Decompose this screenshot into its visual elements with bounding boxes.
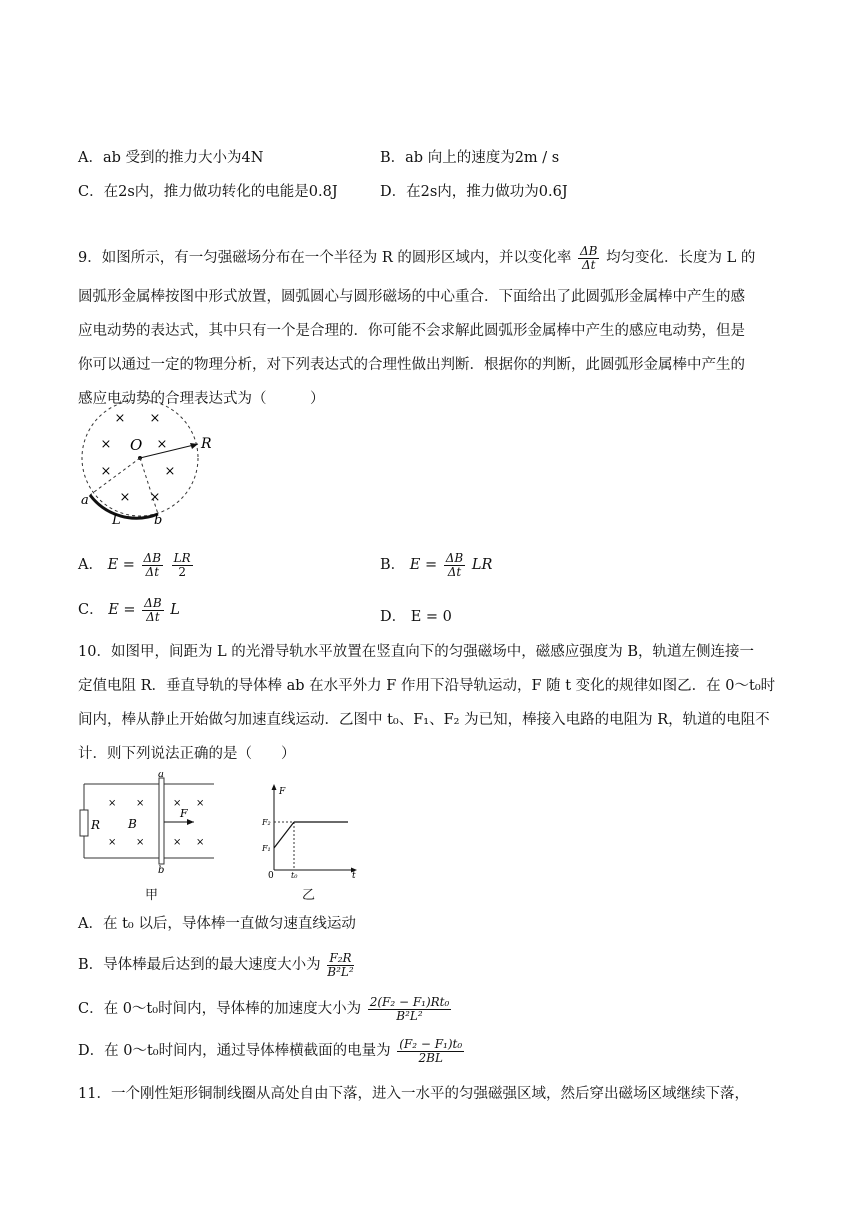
cross-mark: × xyxy=(149,411,161,426)
q10-line-4: 计．则下列说法正确的是（ ） xyxy=(78,746,296,762)
cross-mark: × xyxy=(136,837,145,848)
q10-yi-axis-f: F xyxy=(279,787,286,797)
cross-mark: × xyxy=(100,437,112,452)
q10-option-a: A．在 t₀ 以后，导体棒一直做匀速直线运动 xyxy=(78,916,356,932)
q9-option-b-frac xyxy=(444,552,465,578)
q10-option-b-text: B．导体棒最后达到的最大速度大小为 xyxy=(78,957,321,974)
q10-figure-jia xyxy=(78,772,218,882)
q11-line-1: 11．一个刚性矩形铜制线圈从高处自由下落，进入一水平的匀强磁强区域，然后穿出磁场区域继续下落， xyxy=(78,1086,749,1102)
q9-line-3: 应电动势的表达式，其中只有一个是合理的．你可能不会求解此圆弧形金属棒中产生的感应电动势，但是 xyxy=(78,323,745,339)
frac-num: ΔB xyxy=(445,551,464,565)
q9-rate-fraction xyxy=(578,245,599,271)
q10-option-b-frac xyxy=(327,952,353,978)
frac-den: 2 xyxy=(178,564,186,579)
q10-jia-label-b: b xyxy=(158,865,165,876)
q8-option-a: A．ab 受到的推力大小为4N xyxy=(78,150,264,166)
frac-num: ΔB xyxy=(143,551,162,565)
q10-line-3: 间内，棒从静止开始做匀加速直线运动．乙图中 t₀、F₁、F₂ 为已知，棒接入电路的电阻为 R，轨道的电阻不 xyxy=(78,712,770,728)
q10-yi-label-f1: F₁ xyxy=(262,844,271,853)
cross-mark: × xyxy=(164,464,176,479)
q10-option-b xyxy=(78,952,356,978)
q9-rate-num: ΔB xyxy=(579,244,598,258)
cross-mark: × xyxy=(149,490,161,505)
q10-caption-jia: 甲 xyxy=(145,888,159,903)
frac-den: Δt xyxy=(145,564,160,579)
frac-den: 2BL xyxy=(418,1050,443,1065)
frac-num: F₂R xyxy=(327,952,353,966)
q10-jia-label-f: F xyxy=(180,807,188,820)
q10-jia-label-r: R xyxy=(91,818,101,832)
q8-option-c: C．在2s内，推力做功转化的电能是0.8J xyxy=(78,184,338,200)
q9-rate-den: Δt xyxy=(581,257,596,272)
q10-jia-label-a: a xyxy=(158,772,164,780)
frac-num: ΔB xyxy=(144,596,162,610)
cross-mark: × xyxy=(119,490,131,505)
q9-option-d: D． E = 0 xyxy=(380,609,452,625)
frac-num: (F₂ − F₁)t₀ xyxy=(399,1037,463,1051)
q9-option-b-prefix: B． xyxy=(380,557,406,574)
q10-option-d xyxy=(78,1038,466,1064)
q9-option-a xyxy=(78,552,195,578)
q9-line-2: 圆弧形金属棒按图中形式放置，圆弧圆心与圆形磁场的中心重合．下面给出了此圆弧形金属棒中产生的感 xyxy=(78,289,745,305)
q9-label-l: L xyxy=(112,513,121,525)
cross-mark: × xyxy=(173,798,182,809)
q9-option-c xyxy=(78,597,180,623)
q9-option-c-tail: L xyxy=(170,602,180,619)
frac-num: 2(F₂ − F₁)Rt₀ xyxy=(369,995,450,1009)
q10-figure-yi xyxy=(258,782,358,878)
cross-mark: × xyxy=(173,837,182,848)
cross-mark: × xyxy=(196,837,205,848)
q9-option-a-frac1 xyxy=(142,552,163,578)
q9-figure-circle-field xyxy=(78,400,218,525)
q10-option-c-frac xyxy=(368,996,452,1022)
q9-option-a-prefix: A． xyxy=(78,557,103,574)
q9-label-r: R xyxy=(201,436,212,452)
q9-text-part2: 均匀变化．长度为 L 的 xyxy=(606,250,756,267)
cross-mark: × xyxy=(108,837,117,848)
cross-mark: × xyxy=(196,798,205,809)
frac-den: B²L² xyxy=(396,1008,423,1023)
q9-option-c-lhs: E = xyxy=(108,602,136,619)
q9-option-c-prefix: C． xyxy=(78,602,104,619)
q9-label-o: O xyxy=(130,436,143,454)
q9-line-1 xyxy=(78,245,755,271)
q9-option-b-lhs: E = xyxy=(409,557,438,574)
q10-option-c xyxy=(78,996,453,1022)
q8-option-d: D．在2s内，推力做功为0.6J xyxy=(380,184,568,200)
q9-option-c-frac xyxy=(142,597,163,623)
q10-yi-label-t0: t₀ xyxy=(291,871,298,878)
q9-option-b-tail: LR xyxy=(471,557,493,574)
q10-jia-label-b-field: B xyxy=(128,817,137,831)
q9-line-4: 你可以通过一定的物理分析，对下列表达式的合理性做出判断．根据你的判断，此圆弧形金属棒中产生的 xyxy=(78,357,745,373)
cross-mark: × xyxy=(156,437,168,452)
q9-label-a: a xyxy=(81,493,89,508)
q9-text-part1: 9．如图所示，有一匀强磁场分布在一个半径为 R 的圆形区域内，并以变化率 xyxy=(78,250,572,267)
q9-label-b: b xyxy=(154,513,163,525)
q10-yi-label-f2: F₂ xyxy=(262,818,271,827)
q9-option-b xyxy=(380,552,492,578)
q10-option-c-text: C．在 0～t₀时间内，导体棒的加速度大小为 xyxy=(78,1001,362,1018)
cross-mark: × xyxy=(100,464,112,479)
q9-option-a-frac2 xyxy=(172,552,193,578)
q9-line-5: 感应电动势的合理表达式为（ ） xyxy=(78,391,325,407)
cross-mark: × xyxy=(108,798,117,809)
q8-option-b: B．ab 向上的速度为2m / s xyxy=(380,150,560,166)
q10-option-d-text: D．在 0～t₀时间内，通过导体棒横截面的电量为 xyxy=(78,1043,391,1060)
frac-den: Δt xyxy=(146,609,160,624)
q10-caption-yi: 乙 xyxy=(302,888,316,903)
q10-line-2: 定值电阻 R．垂直导轨的导体棒 ab 在水平外力 F 作用下沿导轨运动，F 随 t 变化的规律如图乙．在 0～t₀时 xyxy=(78,678,776,694)
frac-den: B²L² xyxy=(327,964,354,979)
q10-option-d-frac xyxy=(397,1038,464,1064)
q10-yi-axis-t: t xyxy=(352,871,356,878)
q10-yi-origin: 0 xyxy=(268,871,274,878)
cross-mark: × xyxy=(114,411,126,426)
q10-line-1: 10．如图甲，间距为 L 的光滑导轨水平放置在竖直向下的匀强磁场中，磁感应强度为 B，轨道左侧连接一 xyxy=(78,644,755,660)
q9-option-a-lhs: E = xyxy=(107,557,135,574)
cross-mark: × xyxy=(136,798,145,809)
frac-num: LR xyxy=(173,551,191,565)
frac-den: Δt xyxy=(447,564,462,579)
